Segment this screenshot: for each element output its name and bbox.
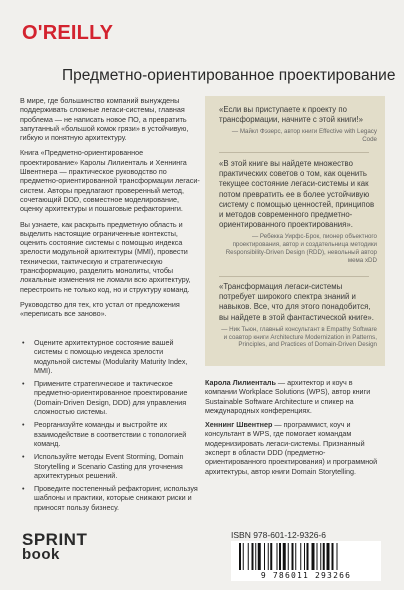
book-title: Предметно-ориентированное проектирование [62,67,396,84]
isbn-label: ISBN 978-601-12-9326-6 [231,530,326,540]
quote-block [219,282,377,349]
quotes-panel [205,96,385,366]
bullet-item [20,338,198,375]
bullet-dot-icon: • [22,338,25,347]
bullet-text: Оцените архитектурное состояние вашей системы с помощью индекса зрелости модульной системы (Modularity Maturity Index, MMI). [34,338,188,375]
quote-divider [219,152,369,153]
author-bio-text: — программист, коуч и консультант в WPS, где помогает командам модернизировать легаси-системы. Признанный эксперт в области DDD (предметно-ориентированного проектирования) и программной архитектуры, автор книги Domain Storytelling. [205,420,378,476]
barcode [231,541,381,575]
imprint-line1: SPRINT [22,530,88,549]
author-bio-text: — архитектор и коуч в компании Workplace Solutions (WPS), автор книги Sustainable Software Architecture и спикер на международных конференциях. [205,378,371,415]
quote-author: — Ребекка Уирфс-Брок, пионер объектного проектирования, автор и создательница методики Responsibility-Driven Design (RDD), невольный автор мема xDD [225,233,377,264]
bullet-dot-icon: • [22,484,25,494]
author-bio [205,378,385,415]
quote-block [219,159,377,265]
description-paragraph: Книга «Предметно-ориентированное проектирование» Каролы Лилиенталь и Хеннинга Швентнера — практическое руководство по предметно-ориентированной трансформации легаси-систем. Авторы предлагают проверенный метод, сочетающий DDD, совместное моделирование, оценку архитектуры и пошаговые рефакторинги. [20,148,200,214]
author-name: Хеннинг Швентнер [205,420,273,430]
quote-author: — Майкл Фэзерс, автор книги Effective with Legacy Code [231,128,377,144]
bullet-list [20,338,198,516]
quote-author: — Ник Тьюн, главный консультант в Empathy Software и соавтор книги Architecture Modernization in Patterns, Principles, and Practices of Domain-Driven Design [221,325,377,349]
bullet-text: Проведите постепенный рефакторинг, используя шаблоны и практики, которые снижают риски и приносят пользу бизнесу. [34,484,198,512]
author-bio [205,420,385,476]
quote-block [219,105,377,144]
sprint-book-logo [22,530,88,563]
bullet-dot-icon: • [22,420,25,430]
bullet-dot-icon: • [22,452,25,462]
bullet-item [20,452,198,480]
bullet-item [20,484,198,512]
bullet-dot-icon: • [22,379,25,389]
bullet-item [20,420,198,448]
bullet-text: Примените стратегическое и тактическое предметно-ориентированное проектирование (Domain-Driven Design, DDD) для управления сложностью системы. [34,379,188,417]
description-paragraph: Вы узнаете, как раскрыть предметную область и выделить настоящие ограниченные контексты, оценить состояние системы с помощью индекса зрелости модульной архитектуры (MMI), провести технически, тактическую и стратегическую трансформацию, разделить монолиты, чтобы локальные изменения не ломали всю архитектуру, перестроить не только код, но и структуру команд. [20,219,191,294]
barcode-number: 9 786011 293266 [231,571,381,581]
quote-divider [219,276,369,277]
description-paragraph: В мире, где большинство компаний вынуждены поддерживать сложные легаси-системы, главная проблема — не написать новое ПО, а превратить запутанный «большой комок грязи» в устойчивую, гибкую и понятную архитектуру. [20,96,189,143]
bullet-text: Реорганизуйте команды и выстройте их взаимодействие в соответствии с топологией команд. [34,420,187,448]
imprint-line2: book [22,546,60,563]
quote-text: «Трансформация легаси-системы потребует широкого спектра знаний и навыков. Все, что для этого понадобится, вы найдете в этой фантастической книге». [219,282,374,322]
description [20,96,200,325]
quote-text: «В этой книге вы найдете множество практических советов о том, как оценить текущее состояние легаси-системы и как потом превратить ее в более устойчивую систему с помощью ценностей, принципов и методов современного предметно-ориентированного проектирования». [219,159,375,230]
oreilly-logo: O'REILLY [22,22,114,44]
bullet-item [20,379,198,416]
quote-text: «Если вы приступаете к проекту по трансформации, начните с этой книги!» [219,105,363,125]
bullet-text: Используйте методы Event Storming, Domain Storytelling и Scenario Casting для уточнения архитектурных решений. [34,452,184,480]
barcode-bars [231,541,381,571]
author-bios [205,378,385,481]
author-name: Карола Лилиенталь [205,378,276,387]
description-paragraph: Руководство для тех, кто устал от предложения «переписать все заново». [20,299,180,319]
